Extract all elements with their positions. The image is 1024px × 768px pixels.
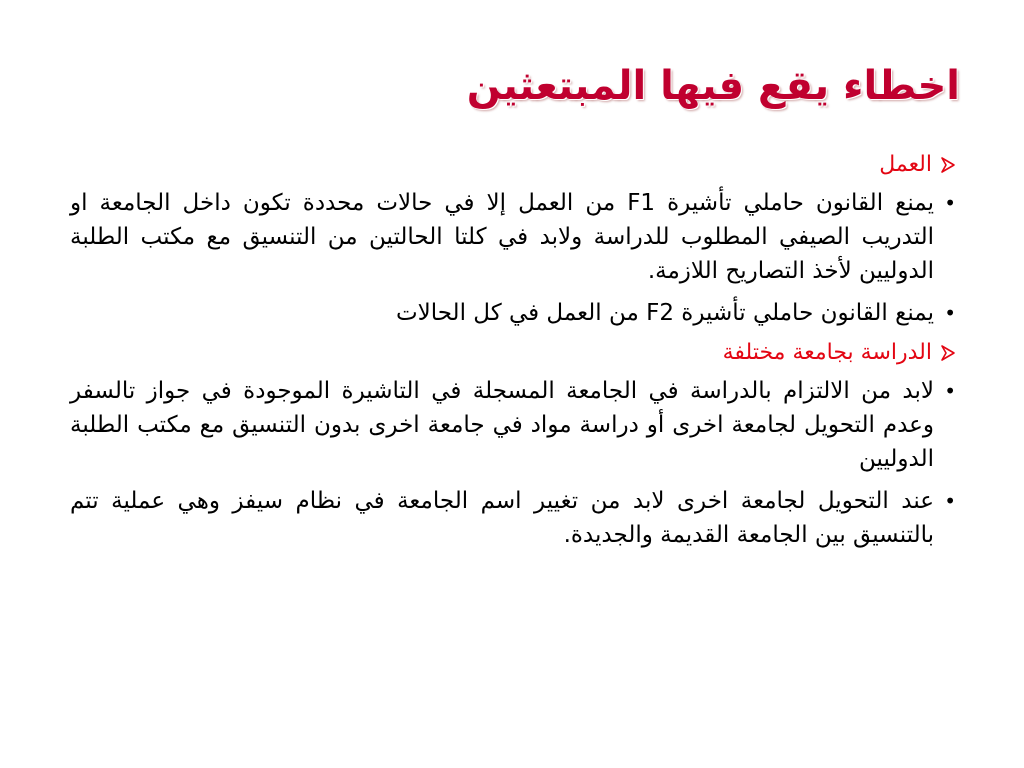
list-item-text: يمنع القانون حاملي تأشيرة F2 من العمل في كل الحالات [395,300,934,326]
list-item [70,484,956,552]
list-item-text: لابد من الالتزام بالدراسة في الجامعة المسجلة في التاشيرة الموجودة في جواز تالسفر وعدم التحويل لجامعة اخرى أو دراسة مواد في جامعة اخرى بدون التنسيق مع مكتب الطلبة الدوليين [70,378,934,472]
section-heading [70,150,934,180]
list-item-text: يمنع القانون حاملي تأشيرة F1 من العمل إلا في حالات محددة تكون داخل الجامعة او التدريب الصيفي المطلوب للدراسة ولابد في كلتا الحالتين من التنسيق مع مكتب الطلبة الدوليين لأخذ التصاريح اللازمة. [70,190,934,284]
section-work [70,150,956,330]
section-heading [70,338,934,368]
section-heading-label: العمل [879,152,932,177]
round-bullet-icon: • [944,379,956,403]
list-item [70,186,956,288]
slide-body [70,150,956,560]
arrowhead-bullet-icon [940,156,956,174]
arrowhead-bullet-icon [940,344,956,362]
list-item [70,296,956,330]
round-bullet-icon: • [944,489,956,513]
list-item-text: عند التحويل لجامعة اخرى لابد من تغيير اسم الجامعة في نظام سيفز وهي عملية تتم بالتنسيق بين الجامعة القديمة والجديدة. [70,488,934,548]
slide-title: اخطاء يقع فيها المبتعثين [466,63,960,109]
section-transfer [70,338,956,552]
list-item [70,374,956,476]
round-bullet-icon: • [944,191,956,215]
section-heading-label: الدراسة بجامعة مختلفة [722,340,932,365]
round-bullet-icon: • [944,301,956,325]
